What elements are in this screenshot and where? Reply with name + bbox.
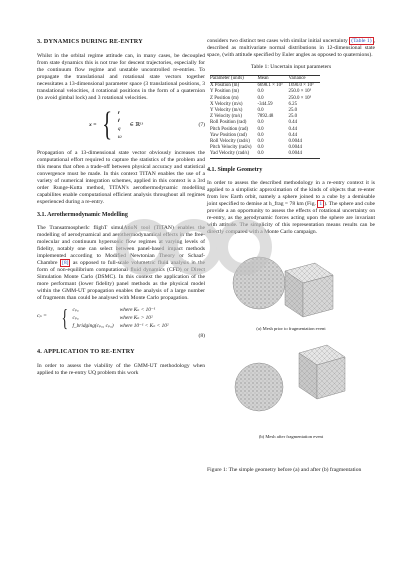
table-cell: -344.59 (257, 101, 273, 107)
paragraph-titan (37, 225, 205, 302)
subsection-4-1-heading: 4.1. Simple Geometry (207, 166, 263, 173)
table-1-link[interactable]: (Table 1) (351, 38, 372, 44)
table-cell: 0.0044 (288, 151, 302, 157)
eq8-lhs: cₚ = (37, 313, 47, 319)
figure-1 (207, 241, 375, 463)
equation-7 (37, 108, 205, 142)
sphere-fragment-pattern (235, 363, 283, 411)
eq7-rhs: ∈ ℝ¹³ (129, 121, 144, 128)
table-cell: Pitch Velocity (rad/s) (210, 145, 252, 151)
table-cell: Roll Position (rad) (210, 120, 247, 126)
table-cell: 0.0 (257, 126, 264, 132)
sphere-mesh-pattern (233, 257, 285, 309)
table-1-caption: Table 1: Uncertain input parameters (250, 64, 332, 70)
eq8-cases (73, 307, 175, 331)
table-cell: Z Velocity (m/s) (210, 114, 242, 120)
eq7-number: (7) (198, 121, 205, 128)
table-cell: 7892.48 (257, 114, 274, 120)
subsection-3-1-heading: 3.1. Aerothermodynamic Modelling (37, 212, 128, 218)
table-header-cell: Parameter (units) (210, 76, 244, 81)
eq8-cond: where Kₙ < 10⁻¹ (119, 307, 156, 313)
table-cell: 0.0 (257, 89, 264, 95)
paragraph-propagation: Propagation of a 13-dimensional state vector obviously increases the computational effort required to capture the statistics of the problem and this means that often a trade-off between physical accuracy and statistical convergence must be made. In this context TITAN enables the use of a variety of numerical integration schemes, applied in this context is a 3rd order Runge-Kutta method, TITAN's aerothermodynamic modelling capabilites enable computational efficient analysis throughout all regimes experienced during a re-entry. (37, 150, 205, 205)
table-header-row (210, 76, 320, 83)
figure-1-link[interactable]: 1 (319, 200, 323, 207)
table-cell: 25.0 (288, 108, 298, 114)
table-cell: Y Velocity (m/s) (210, 108, 243, 114)
eq7-vector-item: ω (117, 134, 122, 140)
table-cell: Yaw Position (rad) (210, 132, 247, 138)
figure-1-meshes (207, 241, 375, 441)
paragraph-dynamics-intro: Whilst in the orbital regime attitude can, in many cases, be decoupled from state dynamics this is not true for descent trajectories, especially for the continuum flow regime and unstable uncontrolled re-entries. To propagate the translational and rotational state vectors together necessitates a 13-dimensional parameter space (3 translational positions, 3 translational velocities, 4 rotational positions in the form of a quaternion (to avoid gimbal lock) and 3 rotational velocities. (37, 53, 205, 101)
uncertain-parameters-table (210, 75, 320, 159)
table-cell: 0.44 (288, 126, 298, 132)
table-cell: 0.0044 (288, 139, 302, 145)
eq8-expr: cₚ꜀ (72, 307, 79, 313)
table-cell: 0.0 (257, 108, 264, 114)
table-cell: Roll Velocity (rad/s) (210, 139, 250, 145)
table-cell: 250.0 × 10³ (288, 95, 312, 101)
mesh-before-fragmentation (233, 257, 333, 317)
table-cell: 1690.0 × 10³ (288, 83, 314, 89)
subfigure-b-caption: (b) Mesh after fragmentation event (258, 433, 324, 439)
table-cell: 0.44 (288, 132, 298, 138)
eq8-cond: where 10⁻¹ < Kₙ < 10² (119, 323, 169, 329)
table-cell: 25.0 (288, 114, 298, 120)
paragraph-geometry-text-b: ). The sphere and cube provide a an opportunity to assess the effects of rotational uncertainty on re-entry, as the aerodynamic forces acting upon the sphere are invariant with attitude. The simplicity of this representation means results can be directly compared with a Monte Carlo campaign. (207, 200, 375, 235)
table-cell: 0.0 (257, 95, 264, 101)
table-cell: 0.0 (257, 151, 264, 157)
citation-8-link[interactable]: [8] (61, 260, 69, 266)
eq7-vector-item: q (117, 126, 121, 132)
table-cell: 0.0 (257, 139, 264, 145)
equation-8 (37, 307, 205, 331)
table-cell: 0.0 (257, 120, 264, 126)
eq8-cond: where Kₙ > 10² (119, 315, 153, 321)
table-cell: 0.44 (288, 120, 298, 126)
section-3-heading: 3. DYNAMICS DURING RE-ENTRY (37, 38, 143, 45)
paragraph-test-cases-text-a: considers two distinct test cases with similar initial uncertainty (207, 38, 350, 44)
eq7-vector-item: r (117, 110, 120, 116)
table-cell: 0.0 (257, 145, 264, 151)
table-cell: 6698.1 × 10³ (257, 83, 283, 89)
paragraph-test-cases (207, 38, 375, 59)
table-cell: 6.25 (288, 101, 298, 107)
subfigure-a-caption: (a) Mesh prior to fragmentation event (256, 325, 326, 331)
section-4-heading: 4. APPLICATION TO RE-ENTRY (37, 348, 135, 355)
table-header-cell: Variance (288, 76, 306, 81)
table-cell: Pitch Position (rad) (210, 126, 249, 132)
eq8-number: (8) (198, 333, 205, 339)
table-cell: 0.0 (257, 132, 264, 138)
figure-1-caption: Figure 1: The simple geometry before (a) and after (b) fragmentation (207, 466, 362, 473)
paragraph-test-cases-text-b: , described as multivariate normal distributions in 12-dimensional state space, (with attitude specified by Euler angles as opposed to quaternions). (207, 38, 375, 58)
eq8-expr: f_bridging(cₚ꜀, cₚ꜀) (72, 323, 114, 329)
table-cell: Yad Velocity (rad/s) (210, 151, 250, 157)
mesh-after-fragmentation (235, 345, 345, 411)
table-row (210, 151, 320, 158)
table-cell: Z Position (m) (210, 95, 239, 101)
paragraph-titan-text-b: as opposed to full-scale volumetric fluid analysis in the form of non-equilibrium computational fluid dynamics (CFD) or Direct Simulation Monte Carlo (DSMC). In this context the application of the more performant (lower fidelity) panel methods as the physical model within the GMM-UT propagation enables the analysis of a large number of fragments than could be analysed with Monte Carlo propagation. (37, 260, 205, 301)
paragraph-simple-geometry (207, 180, 375, 236)
table-cell: 250.0 × 10³ (288, 89, 312, 95)
left-column (37, 38, 205, 382)
table-cell: X Position (m) (210, 83, 240, 89)
eq7-lhs: x = (89, 121, 97, 128)
eq7-brace: { (102, 106, 113, 143)
table-cell: X Velocity (m/s) (210, 101, 243, 107)
table-header-cell: Mean (257, 76, 269, 81)
eq8-expr: cₚ꜀ (72, 315, 79, 321)
right-column (207, 38, 375, 479)
table-cell: Y Position (m) (210, 89, 239, 95)
paragraph-geometry-text-a: In order to assess the described methodology in a re-entry context it is applied to a simplistic approximation of the kinds of objects that re-enter from low Earth orbit, namely a sphere joined to a cube by a demisable joint specified to demise at h_frag = 78 km (Fig. (207, 179, 375, 207)
eq8-brace: { (61, 306, 68, 332)
eq7-vector (118, 109, 122, 141)
table-cell: 0.0044 (288, 145, 302, 151)
paragraph-titan-text-a: The TransatmospherIc flighT simulAtioN tool (TITAN) enables the modelling of aerodynamical and aerothermodynamical effects in the free-molecular and continuum hypersonic flow regimes at varying levels of fidelity, notably one can select between panel-based impact methods implemented according to Modified Newtonian Theory or Schaaf-Chambre (37, 225, 205, 266)
paragraph-application: In order to assess the viability of the GMM-UT methodology when applied to the re-entry UQ problem this work (37, 363, 205, 376)
eq7-vector-item: ṙ (117, 118, 120, 124)
